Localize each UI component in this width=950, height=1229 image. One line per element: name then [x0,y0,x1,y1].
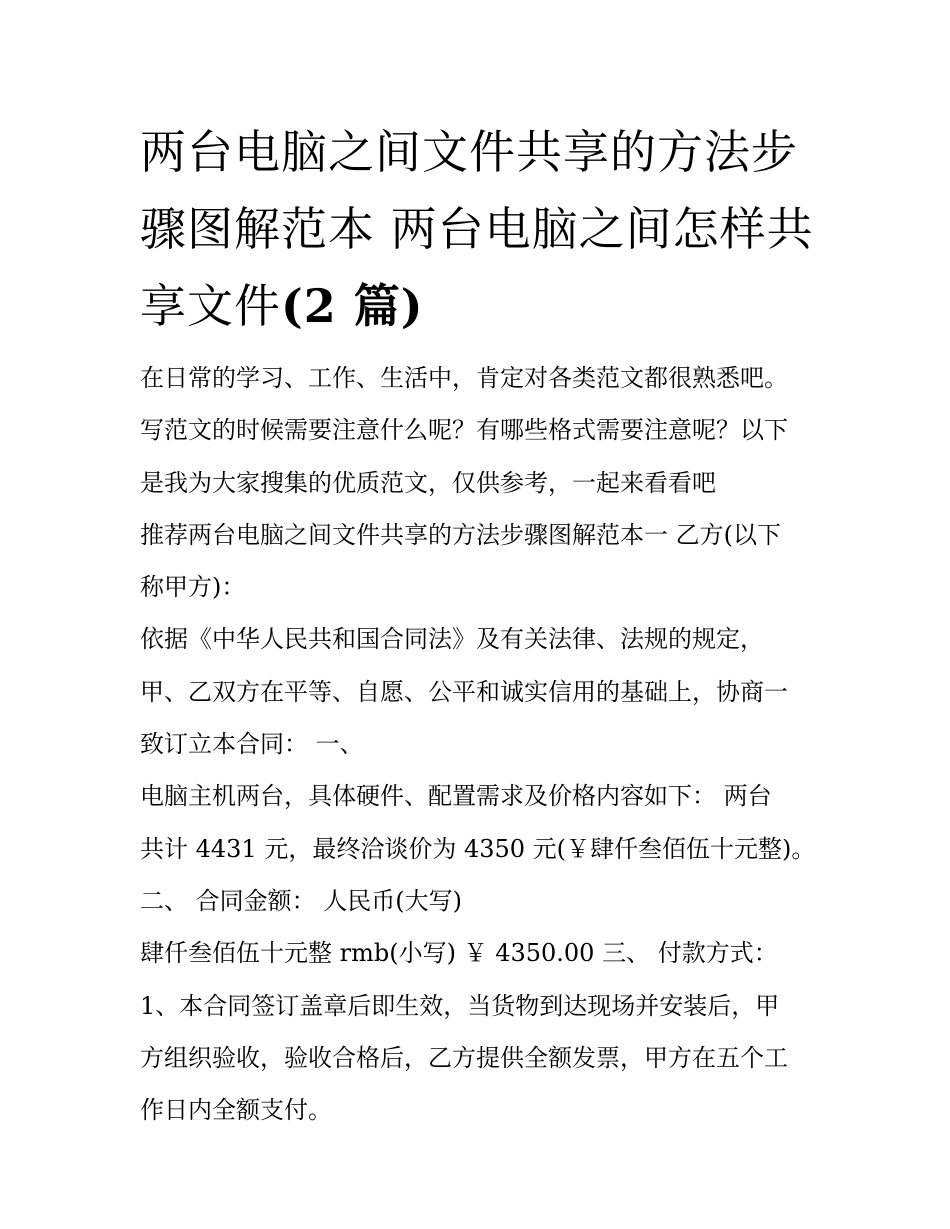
document-body [140,352,820,1136]
paragraph-line: 二、 合同金额： 人民币(大写) [140,886,462,915]
paragraph-line: 致订立本合同： 一、 [140,730,364,759]
paragraph-line: 1、本合同签订盖章后即生效，当货物到达现场并安装后，甲 [140,991,780,1020]
paragraph-line: 肆仟叁佰伍十元整 rmb(小写) ￥ 4350.00 三、 付款方式： [140,939,778,968]
paragraph-line: 依据《中华人民共和国合同法》及有关法律、法规的规定， [140,625,764,654]
paragraph-line: 甲、乙双方在平等、自愿、公平和诚实信用的基础上，协商一 [140,677,788,706]
paragraph-line: 写范文的时候需要注意什么呢？有哪些格式需要注意呢？以下 [140,416,788,445]
paragraph-line: 推荐两台电脑之间文件共享的方法步骤图解范本一 乙方(以下 [140,520,781,549]
paragraph-line: 称甲方)： [140,573,246,602]
paragraph-line: 电脑主机两台，具体硬件、配置需求及价格内容如下： 两台 [140,782,772,811]
paragraph-line: 是我为大家搜集的优质范文，仅供参考，一起来看看吧 [140,468,716,497]
document-title [140,114,820,345]
paragraph-line: 方组织验收，验收合格后，乙方提供全额发票，甲方在五个工 [140,1043,788,1072]
title-suffix-text: (2 篇) [281,279,424,333]
paragraph-line: 作日内全额支付。 [140,1096,332,1125]
paragraph-line: 在日常的学习、工作、生活中，肯定对各类范文都很熟悉吧。 [140,364,788,392]
paragraph-line: 共计 4431 元，最终洽谈价为 4350 元(￥肆仟叁佰伍十元整)。 [140,834,816,863]
title-main-text: 两台电脑之间文件共享的方法步骤图解范本 两台电脑之间怎样共享文件 [140,125,814,333]
